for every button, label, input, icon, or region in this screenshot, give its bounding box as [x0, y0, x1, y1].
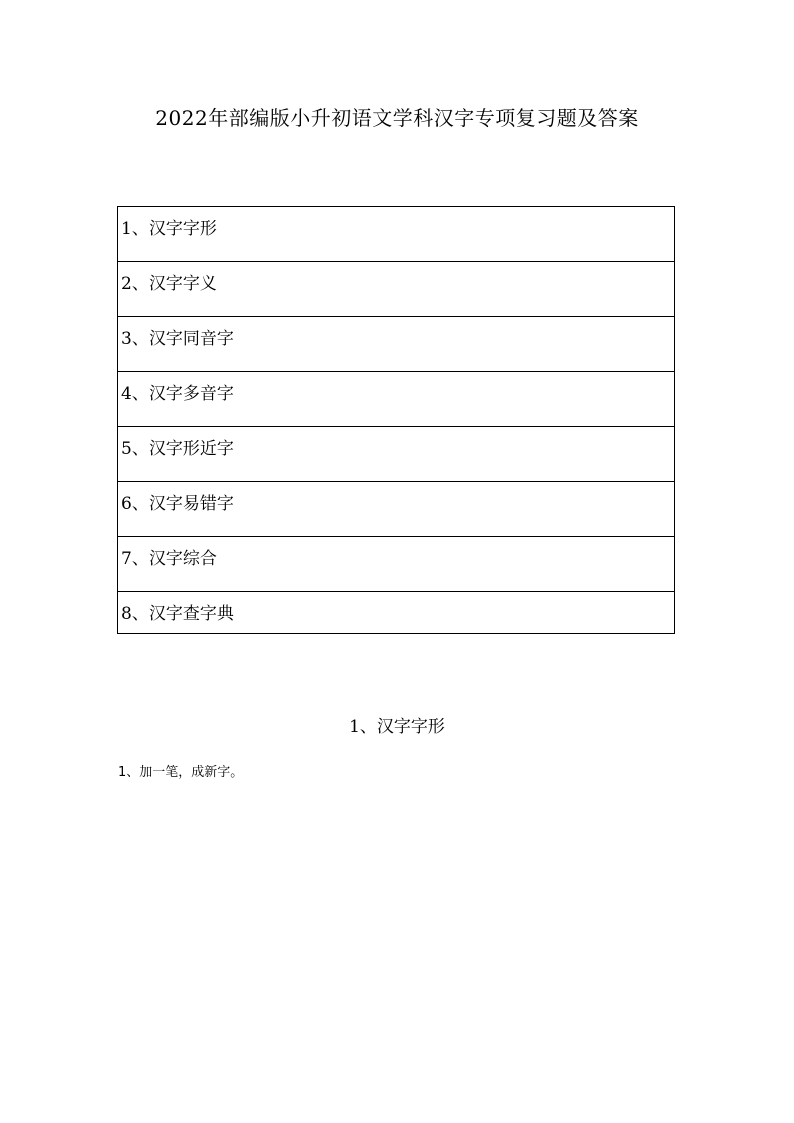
toc-item-dictionary: 8、汉字查字典 — [121, 604, 234, 624]
toc-item-similar-glyphs: 5、汉字形近字 — [118, 427, 674, 482]
toc-item-meaning: 2、汉字字义 — [118, 262, 674, 317]
toc-item-common-errors: 6、汉字易错字 — [118, 482, 674, 537]
section-heading: 1、汉字字形 — [349, 717, 445, 737]
table-of-contents — [117, 206, 675, 634]
document-title: 2022年部编版小升初语文学科汉字专项复习题及答案 — [155, 106, 639, 130]
toc-item-homophones: 3、汉字同音字 — [118, 317, 674, 372]
toc-item-polyphones: 4、汉字多音字 — [118, 372, 674, 427]
question-1: 1、加一笔，成新字。 — [118, 765, 244, 780]
toc-item-comprehensive: 7、汉字综合 — [118, 537, 674, 592]
toc-item-glyph: 1、汉字字形 — [118, 207, 674, 262]
